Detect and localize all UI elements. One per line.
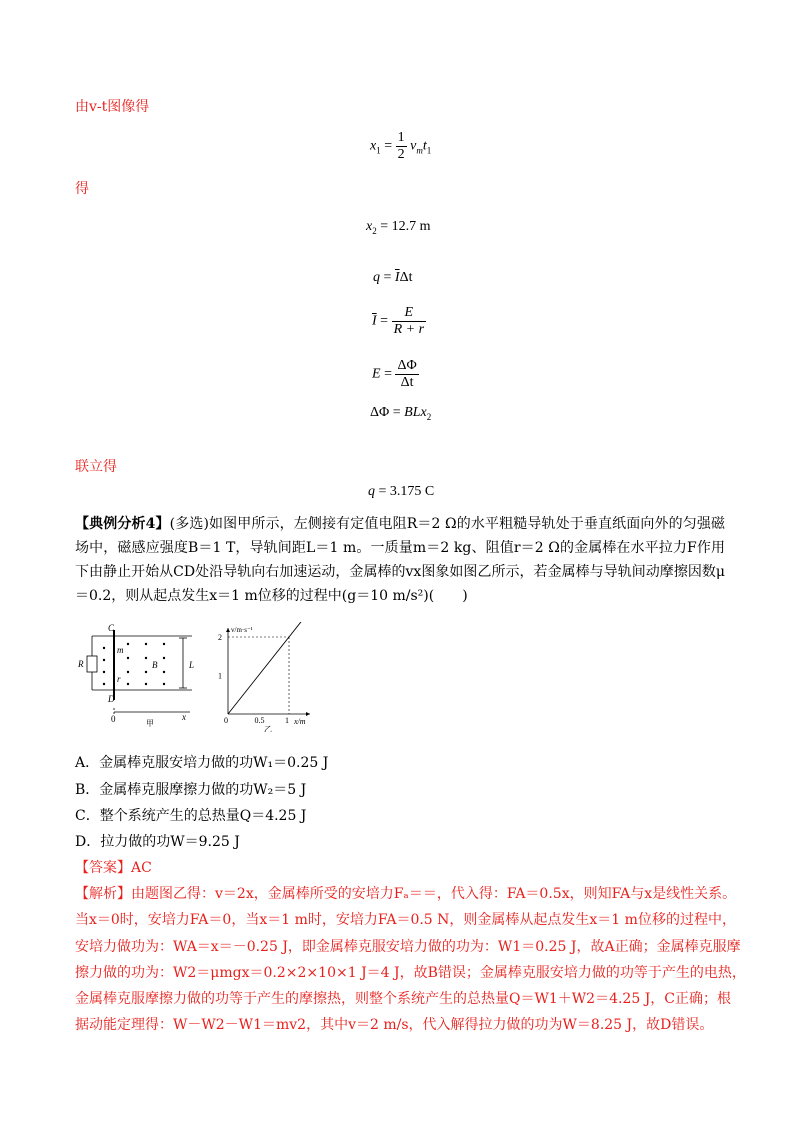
chart-xlabel: x/m (294, 717, 306, 726)
option-a: A．金属棒克服安培力做的功W₁＝0.25 J (75, 755, 329, 771)
analysis-line: 据动能定理得：W－W2－W1＝mv2，其中v＝2 m/s，代入解得拉力做的功为W＝8.25 J，故D错误。 (75, 1017, 714, 1033)
label-D: D (108, 694, 115, 704)
equation-dphi: ΔΦ = BLx$_2$ (370, 405, 432, 422)
figure-jia (78, 622, 208, 728)
series-line (228, 622, 301, 714)
caption-yi: 乙 (264, 725, 272, 732)
y-tick-label: 1 (218, 671, 222, 681)
intro-line: 由v-t图像得 (75, 99, 150, 115)
equation-E: E = $\frac{\Delta\Phi}{\Delta t}$ (372, 358, 417, 390)
label-L: L (189, 660, 195, 670)
label-0: 0 (111, 714, 116, 724)
question-title: 【典例分析4】 (75, 516, 170, 532)
question-text (75, 512, 725, 608)
de-line: 得 (75, 181, 89, 197)
analysis-line: 擦力做的功为：W2＝μmgx＝0.2×2×10×1 J＝4 J，故B错误；金属棒克服安培力做的功等于产生的电热， (75, 965, 746, 981)
label-B: B (152, 660, 158, 670)
analysis-line: 当x＝0时，安培力FA＝0，当x＝1 m时，安培力FA＝0.5 N，则金属棒从起点发生x＝1 m位移的过程中， (75, 912, 736, 928)
lianli-line: 联立得 (75, 459, 117, 475)
x-tick-label: 0 (224, 716, 228, 725)
label-C: C (108, 623, 115, 633)
option-c: C．整个系统产生的总热量Q＝4.25 J (75, 808, 307, 824)
analysis-line: 【解析】由题图乙得：v＝2x，金属棒所受的安培力Fₐ＝＝，代入得：FA＝0.5x，则知FA与x是线性关系。 (75, 886, 737, 902)
option-d: D．拉力做的功W＝9.25 J (75, 834, 240, 850)
question-body: (多选)如图甲所示，左侧接有定值电阻R＝2 Ω的水平粗糙导轨处于垂直纸面向外的匀强磁场中，磁感应强度B＝1 T，导轨间距L＝1 m。一质量m＝2 kg、阻值r＝2 Ω的金属棒在水平拉力F作用下由静止开始从CD处沿导轨向右加速运动，金属棒的vx图象如图乙所示，若金属棒与导轨间动摩擦因数μ＝0.2，则从起点发生x＝1 m位移的过程中(g＝10 m/s²)( ) (75, 516, 725, 604)
resistor-R (87, 656, 97, 672)
answer-line: 【答案】AC (75, 860, 152, 876)
label-R: R (78, 659, 84, 669)
label-m: m (117, 645, 124, 655)
equation-x2: $x_2 = 12.7$ m (366, 219, 431, 236)
option-b: B．金属棒克服摩擦力做的功W₂＝5 J (75, 782, 307, 798)
label-x: x (182, 712, 186, 722)
x-tick-label: 0.5 (254, 716, 265, 725)
label-r: r (117, 674, 121, 684)
equation-I: $\overline{I}$ = $\frac{E}{R + r}$ (372, 305, 425, 337)
chart-ylabel: v/m·s⁻¹ (231, 626, 253, 634)
equation-q-result: q = 3.175 C (368, 484, 435, 499)
caption-jia: 甲 (146, 719, 154, 728)
x-tick-label: 1 (285, 716, 289, 725)
figure-yi-chart (214, 622, 324, 732)
analysis-line: 金属棒克服摩擦力做的功等于产生的摩擦热，则整个系统产生的总热量Q＝W1＋W2＝4.25 J，C正确；根 (75, 991, 732, 1007)
equation-x1: $x_1$ = $\frac{1}{2}$ $v_mt_1$ (370, 130, 432, 162)
analysis-line: 安培力做功为：WA＝x＝－0.25 J，即金属棒克服安培力做的功为：W1＝0.25 J，故A正确；金属棒克服摩 (75, 939, 741, 955)
y-tick-label: 2 (218, 633, 222, 642)
equation-q: $q = \overline{I}\Delta t$ (373, 270, 413, 285)
